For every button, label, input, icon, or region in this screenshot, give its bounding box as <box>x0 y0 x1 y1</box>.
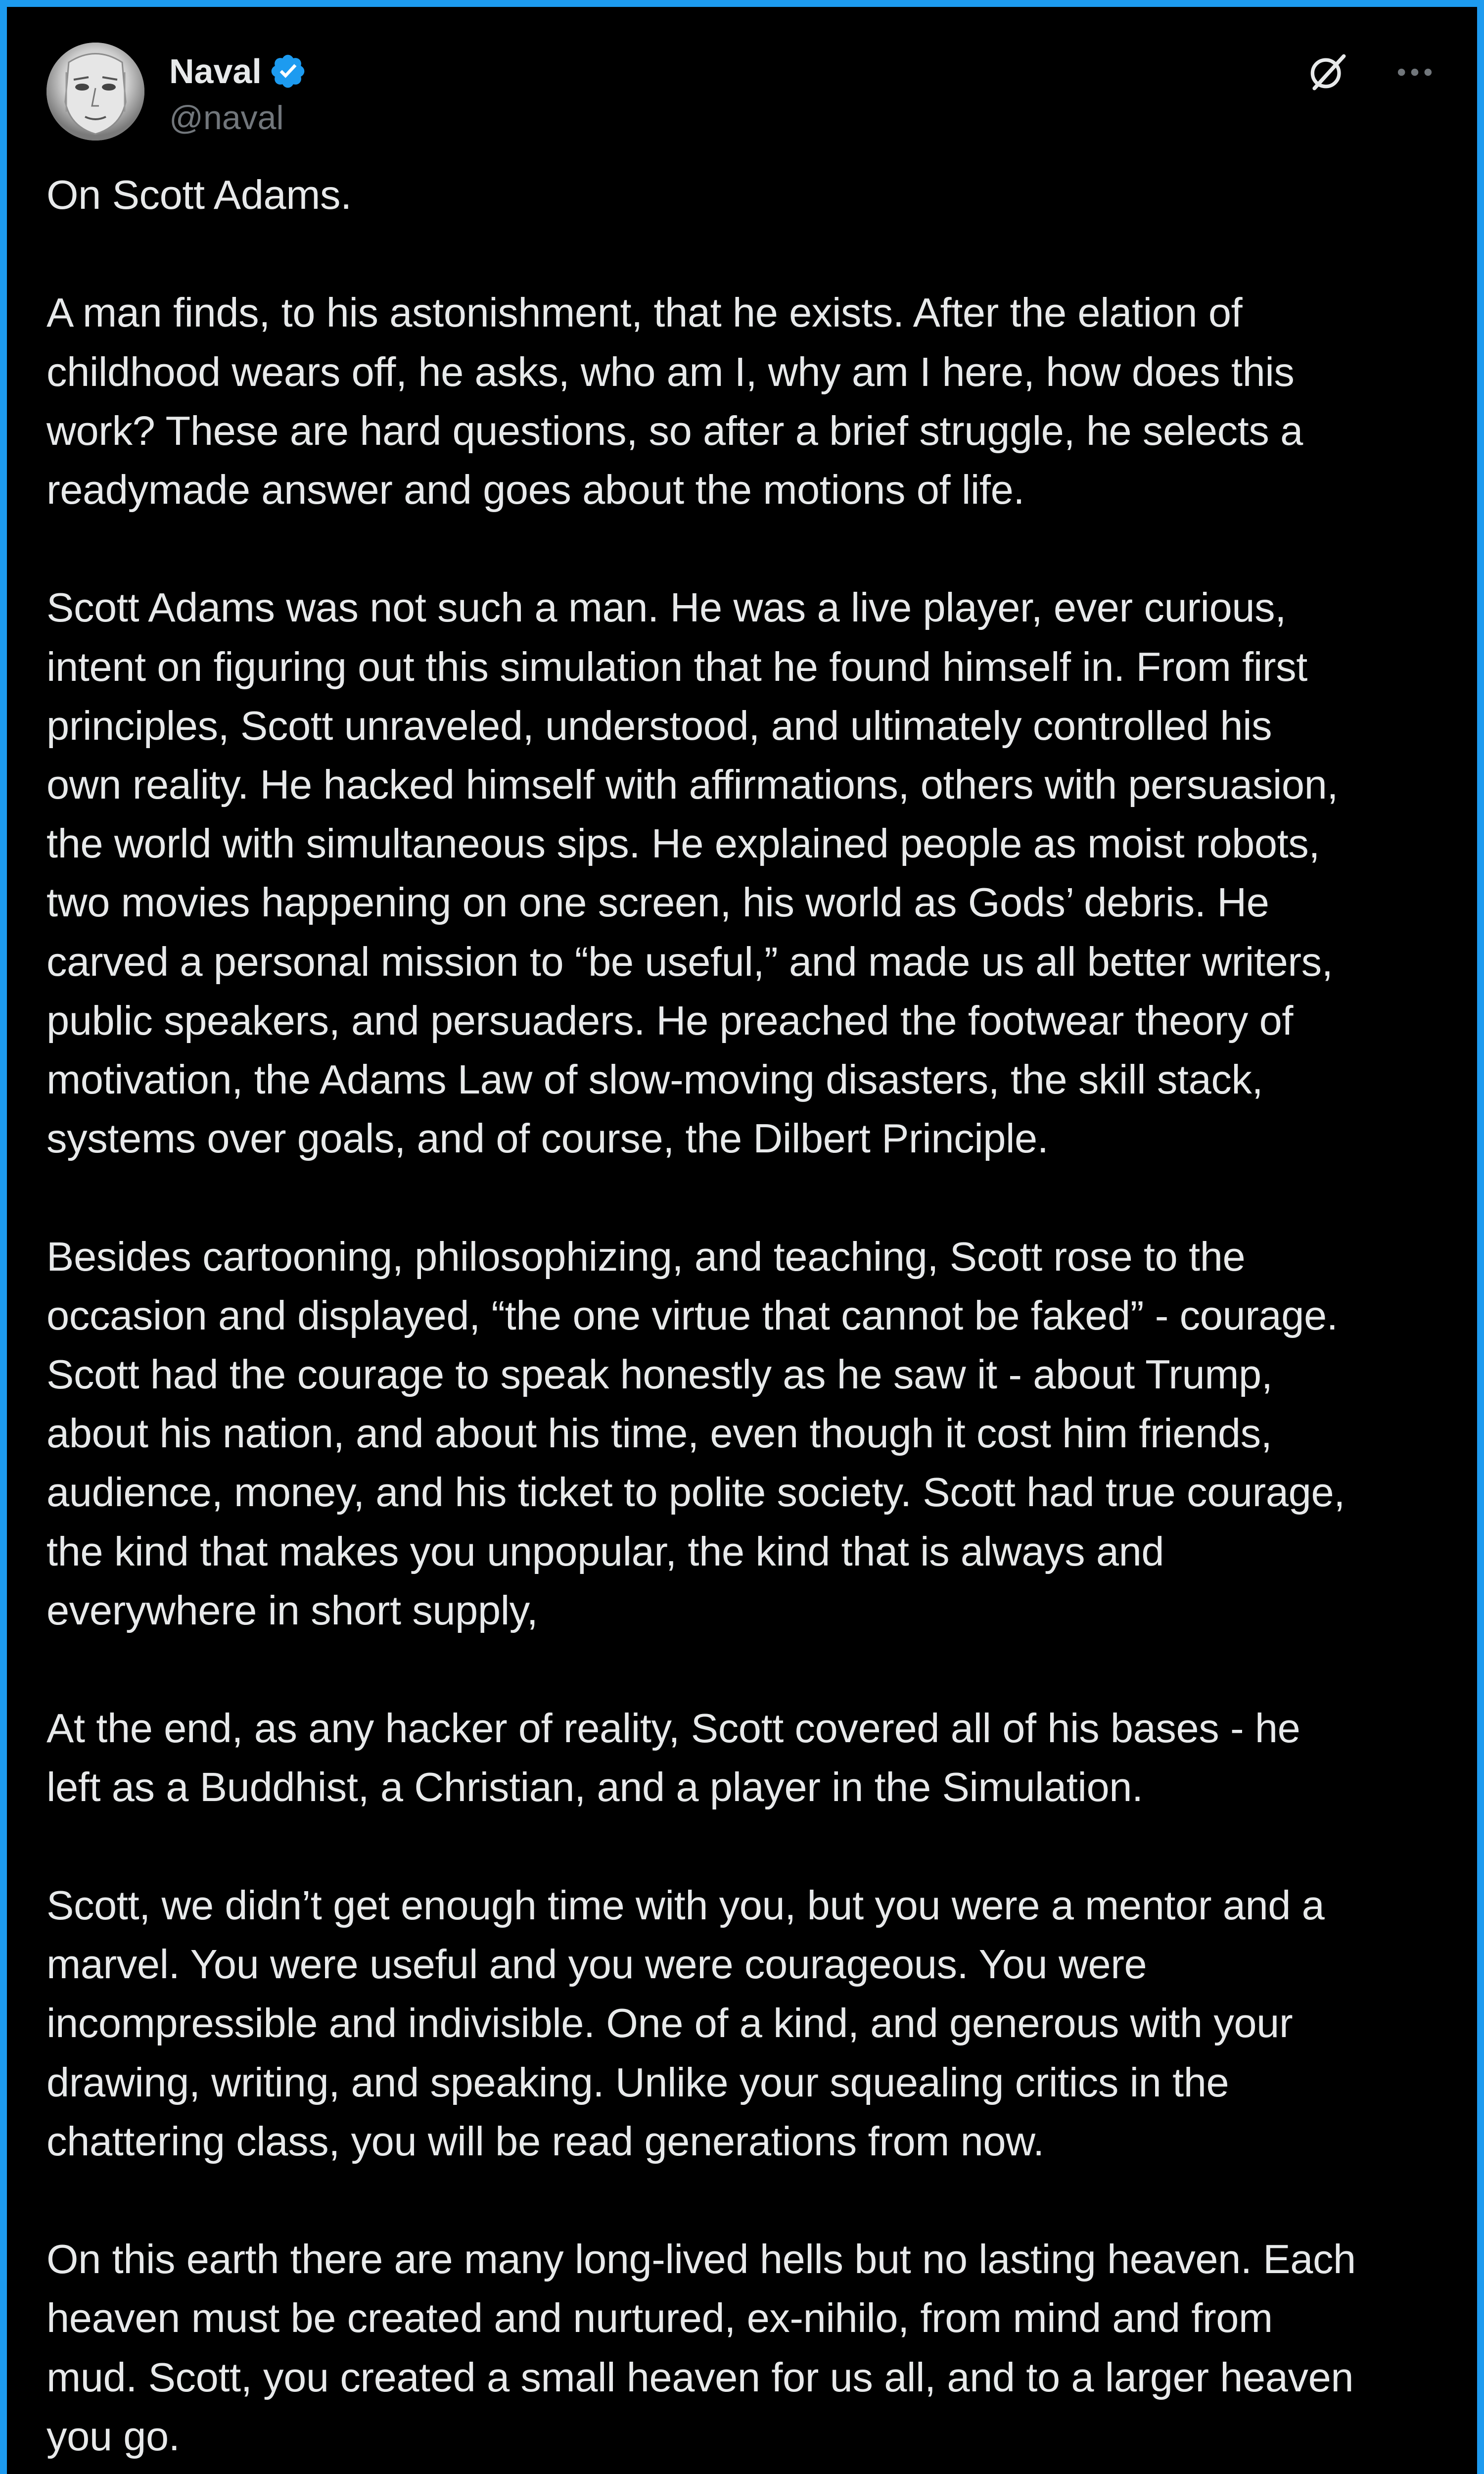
author-name-row <box>169 48 307 95</box>
post-header <box>46 41 1438 144</box>
author-handle[interactable]: @naval <box>169 99 284 137</box>
more-icon[interactable] <box>1392 49 1438 95</box>
grok-icon[interactable] <box>1305 49 1350 95</box>
author-name[interactable]: Naval <box>169 52 262 91</box>
post-card <box>7 7 1477 2474</box>
post-text: On Scott Adams. A man finds, to his astonishment, that he exists. After the elation of childhood wears off, he asks, who am I, why am I here, how does this work? These are hard questions, so after a brief struggle, he selects a readymade answer and goes about the motions of life. Scott Adams was not such a man. He was a live player, ever curious, intent on figuring out this simulation that he found himself in. From first principles, Scott unraveled, understood, and ultimately controlled his own reality. He hacked himself with affirmations, others with persuasion, the world with simultaneous sips. He explained people as moist robots, two movies happening on one screen, his world as Gods’ debris. He carved a personal mission to “be useful,” and made us all better writers, public speakers, and persuaders. He preached the footwear theory of motivation, the Adams Law of slow-moving disasters, the skill stack, systems over goals, and of course, the Dilbert Principle. Besides cartooning, philosophizing, and teaching, Scott rose to the occasion and displayed, “the one virtue that cannot be faked” - courage. Scott had the courage to speak honestly as he saw it - about Trump, about his nation, and about his time, even though it cost him friends, audience, money, and his ticket to polite society. Scott had true courage, the kind that makes you unpopular, the kind that is always and everywhere in short supply, At the end, as any hacker of reality, Scott covered all of his bases - he left as a Buddhist, a Christian, and a player in the Simulation. Scott, we didn’t get enough time with you, but you were a mentor and a marvel. You were useful and you were courageous. You were incompressible and indivisible. One of a kind, and generous with your drawing, writing, and speaking. Unlike your squealing critics in the chattering class, you will be read generations from now. On this earth there are many long-lived hells but no lasting heaven. Each heaven must be created and nurtured, ex-nihilo, from mind and from mud. Scott, you created a small heaven for us all, and to a larger heaven you go. <box>46 172 1356 2459</box>
avatar-image <box>46 43 144 141</box>
author-info <box>169 48 307 141</box>
verified-badge-icon[interactable] <box>269 52 307 91</box>
avatar[interactable] <box>46 43 144 141</box>
